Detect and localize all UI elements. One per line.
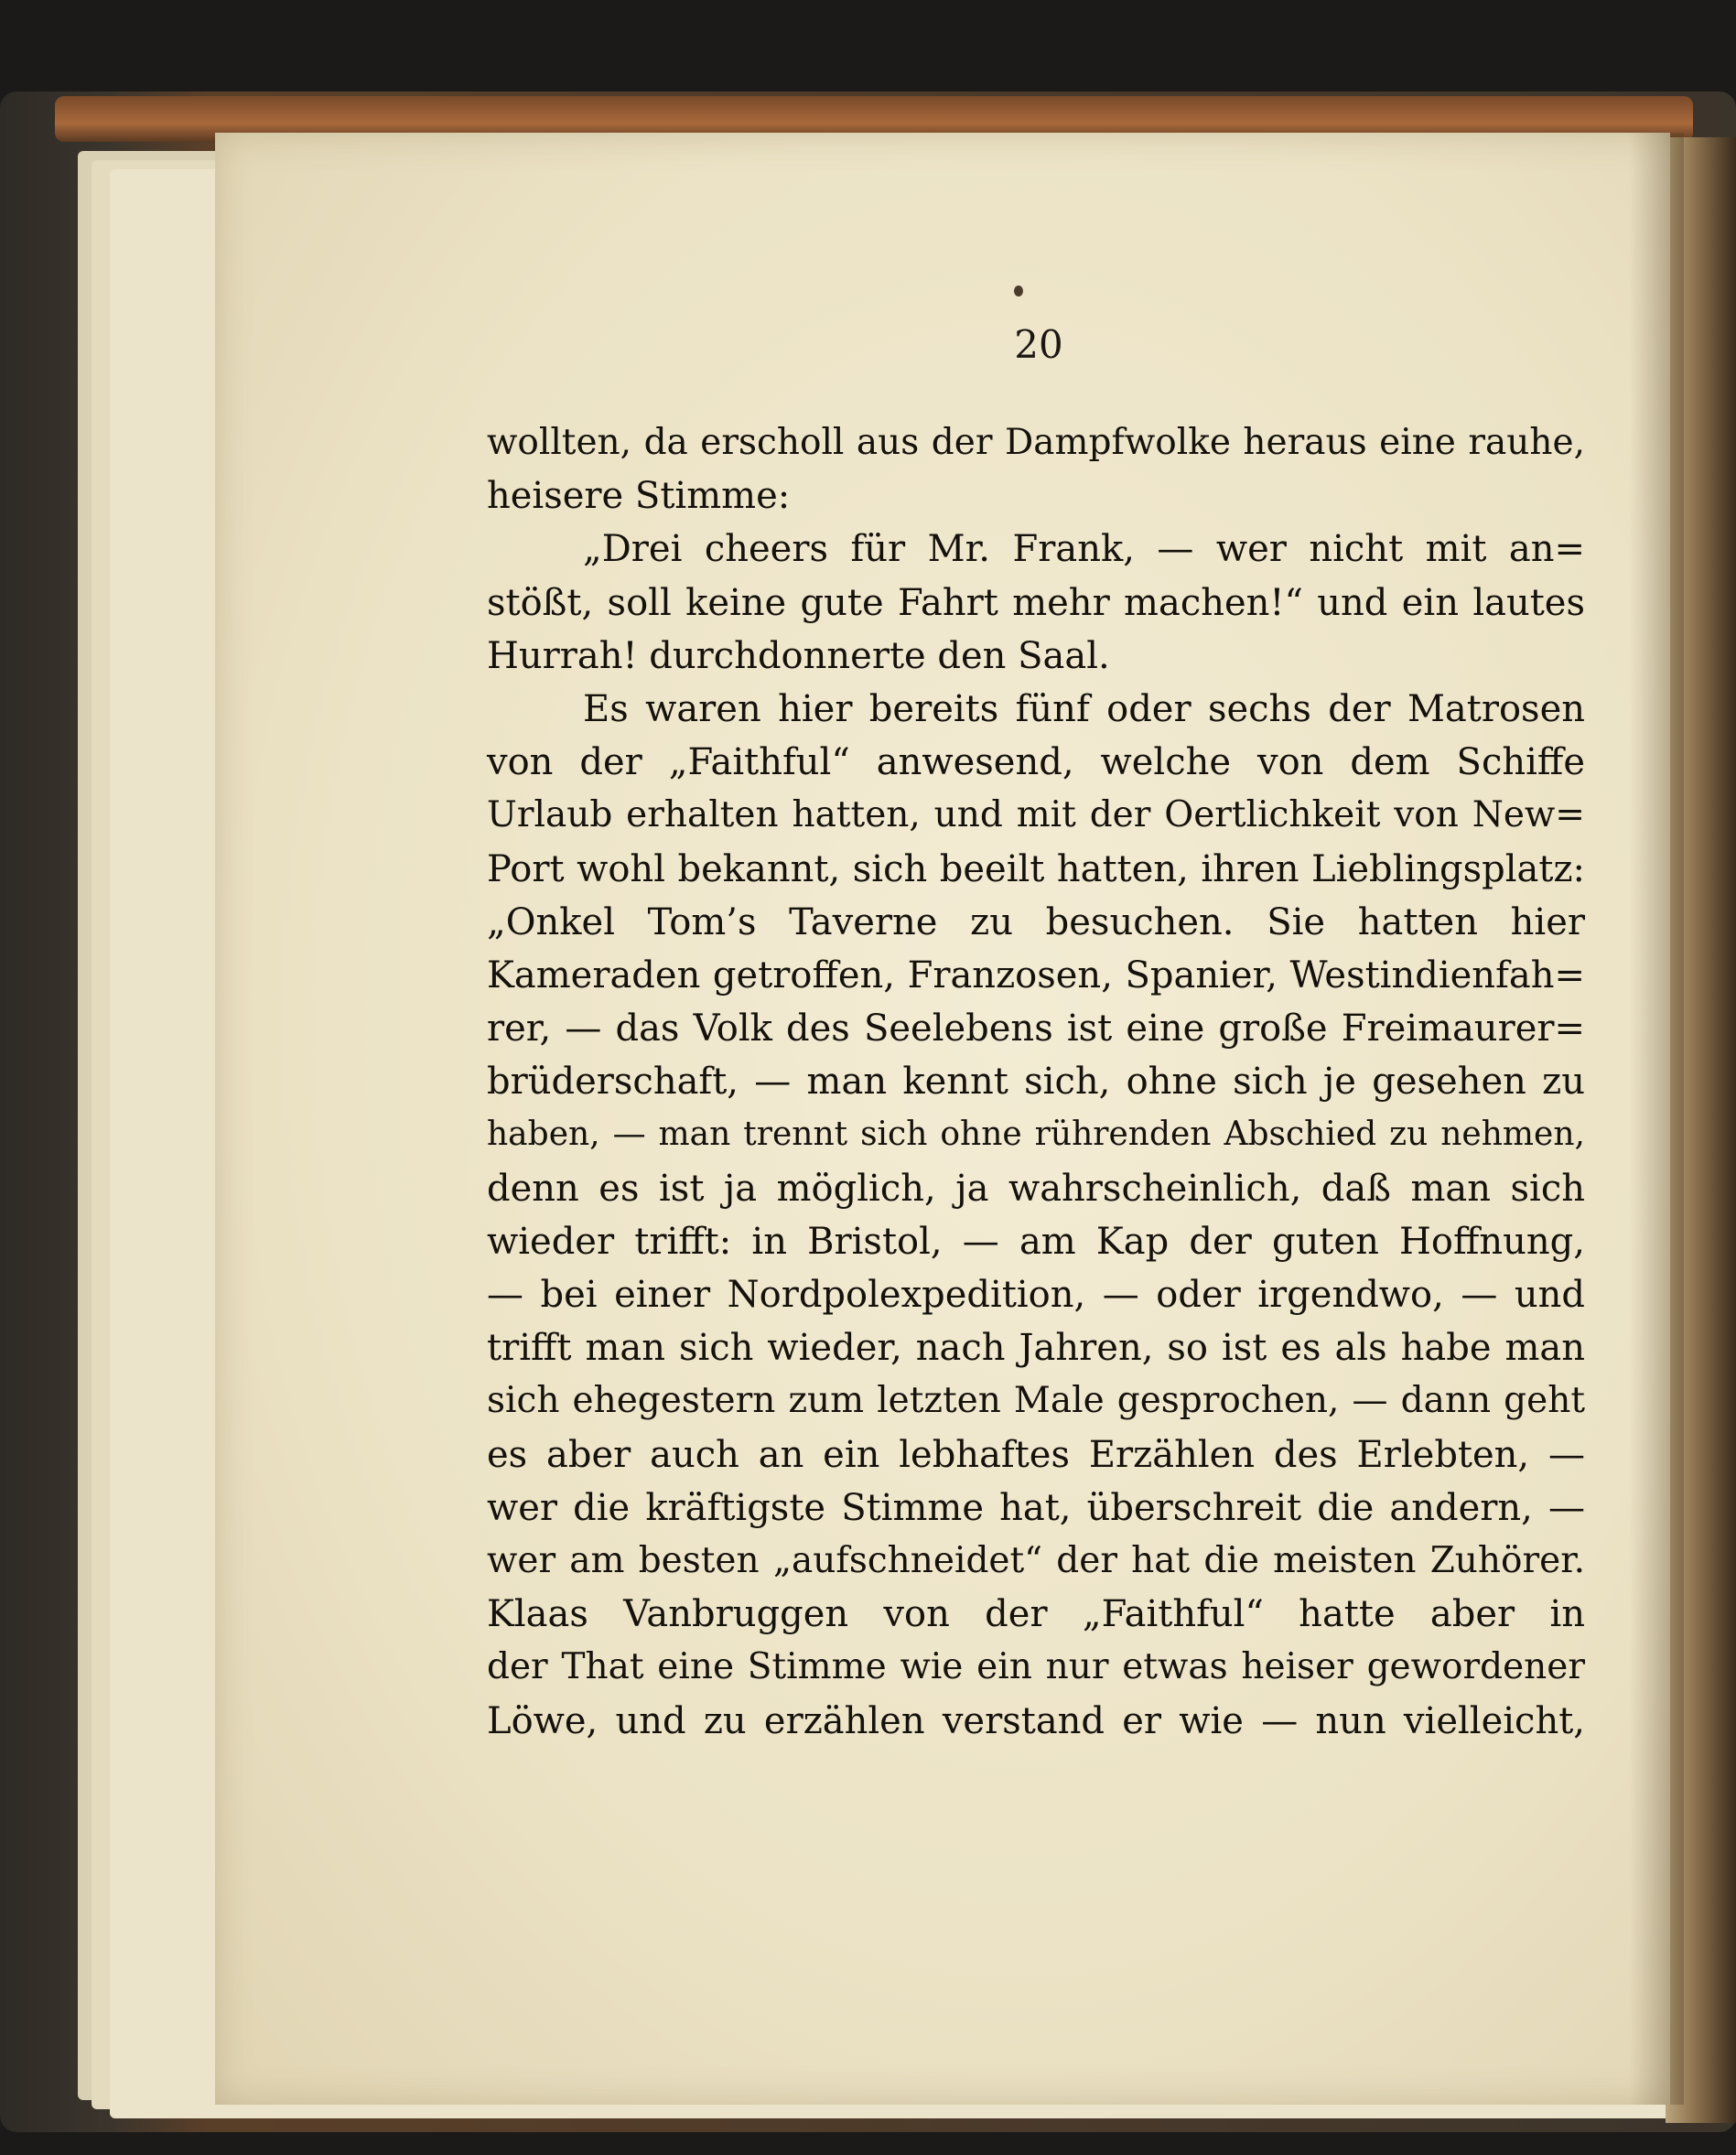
body-text [487,416,1585,1748]
text-line: Kameraden getroffen, Franzosen, Spanier, Westindienfah= [487,954,1585,997]
text-line: wer am besten „aufschneidet“ der hat die meisten Zuhörer. [487,1539,1585,1581]
text-line: wieder trifft: in Bristol, — am Kap der guten Hoffnung, [487,1220,1585,1263]
text-line: Löwe, und zu erzählen verstand er wie — nun vielleicht, [487,1699,1585,1742]
text-line: es aber auch an ein lebhaftes Erzählen des Erlebten, — [487,1433,1585,1476]
text-line: haben, — man trennt sich ohne rührenden Abschied zu nehmen, [487,1115,1585,1154]
text-line: Klaas Vanbruggen von der „Faithful“ hatte aber in [487,1593,1585,1636]
text-line: Urlaub erhalten hatten, und mit der Oertlichkeit von New= [487,794,1585,836]
text-line: sich ehegestern zum letzten Male gesprochen, — dann geht [487,1380,1585,1422]
text-line: Port wohl bekannt, sich beeilt hatten, ihren Lieblingsplatz: [487,847,1585,890]
text-line: denn es ist ja möglich, ja wahrscheinlich, daß man sich [487,1167,1585,1210]
text-line: wer die kräftigste Stimme hat, überschreit die andern, — [487,1486,1585,1529]
page-gutter-shadow [1629,133,1684,2105]
ink-speck [1014,286,1023,296]
text-line: trifft man sich wieder, nach Jahren, so ist es als habe man [487,1327,1585,1370]
text-line: brüderschaft, — man kennt sich, ohne sich je gesehen zu [487,1061,1585,1104]
text-line: stößt, soll keine gute Fahrt mehr machen!“ und ein lautes [487,581,1585,624]
text-line: wollten, da erscholl aus der Dampfwolke heraus eine rauhe, [487,422,1585,463]
text-line: von der „Faithful“ anwesend, welche von dem Schiffe [487,741,1585,784]
text-line: — bei einer Nordpolexpedition, — oder irgendwo, — und [487,1274,1585,1316]
text-line: rer, — das Volk des Seelebens ist eine große Freimaurer= [487,1007,1585,1051]
text-line: „Drei cheers für Mr. Frank, — wer nicht mit an= [583,528,1585,571]
text-line: der That eine Stimme wie ein nur etwas heiser gewordener [487,1646,1585,1688]
text-line: heisere Stimme: [487,475,791,518]
text-line: Es waren hier bereits fünf oder sechs der Matrosen [583,687,1585,730]
text-line: „Onkel Tom’s Taverne zu besuchen. Sie hatten hier [487,900,1585,943]
page-number: 20 [1014,322,1063,367]
text-line: Hurrah! durchdonnerte den Saal. [487,634,1110,677]
